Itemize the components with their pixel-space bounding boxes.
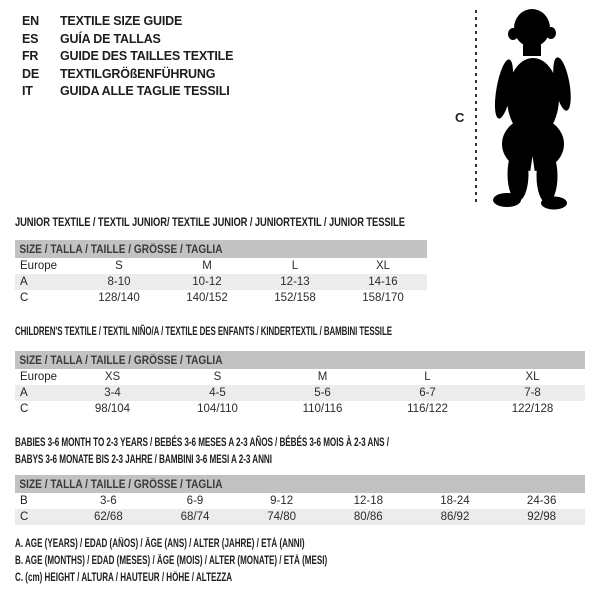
row-label: Europe: [20, 260, 58, 272]
size-cell: S: [213, 371, 222, 383]
note-line: B. AGE (MONTHS) / EDAD (MESES) / ÂGE (MOIS) / ALTER (MONATE) / ETÀ (MESI): [15, 555, 328, 567]
language-code: DE: [22, 66, 39, 81]
size-cell: 80/86: [353, 511, 383, 523]
table-title: [15, 434, 590, 468]
size-cell: 4-5: [209, 387, 226, 399]
row-label: A: [20, 276, 28, 288]
language-title: TEXTILE SIZE GUIDE: [60, 14, 183, 28]
table-row: [15, 509, 585, 525]
table-row: [15, 369, 585, 385]
size-cell: 98/104: [94, 403, 131, 415]
size-cell: 122/128: [511, 403, 554, 415]
size-cell: M: [317, 371, 328, 383]
size-cell: 74/80: [267, 511, 297, 523]
size-cell: 3-6: [100, 495, 117, 507]
language-list: [22, 13, 233, 101]
size-cell: 10-12: [192, 276, 222, 288]
size-cell: 110/116: [302, 403, 343, 415]
language-title: GUÍA DE TALLAS: [60, 31, 161, 46]
language-title: GUIDA ALLE TAGLIE TESSILI: [60, 84, 230, 98]
table-title-line: BABIES 3-6 MONTH TO 2-3 YEARS / BEBÉS 3-6 MESES A 2-3 AÑOS / BÉBÉS 3-6 MOIS À 2-3 ANS /: [15, 435, 389, 449]
language-code: ES: [22, 31, 39, 46]
row-label: A: [20, 387, 28, 399]
size-cell: L: [424, 371, 431, 383]
table-row: [15, 290, 427, 306]
size-cell: XL: [525, 371, 540, 383]
row-label: B: [20, 495, 28, 507]
size-cell: 14-16: [368, 276, 398, 288]
language-code: IT: [22, 84, 33, 98]
size-table-junior: [15, 240, 427, 306]
row-label: C: [20, 403, 29, 415]
size-cell: 12-13: [280, 276, 310, 288]
height-figure: [447, 2, 597, 214]
note-line: A. AGE (YEARS) / EDAD (AÑOS) / ÂGE (ANS) / ALTER (JAHRE) / ETÀ (ANNI): [15, 538, 305, 550]
size-cell: 140/152: [186, 292, 228, 304]
size-table-section-children: [15, 324, 590, 417]
size-cell: XS: [104, 371, 121, 383]
table-title-line: JUNIOR TEXTILE / TEXTIL JUNIOR/ TEXTILE JUNIOR / JUNIORTEXTIL / JUNIOR TESSILE: [15, 215, 405, 229]
language-code: FR: [22, 49, 39, 63]
height-c-label: C: [455, 110, 465, 125]
language-row: [22, 13, 233, 31]
table-title-line: CHILDREN'S TEXTILE / TEXTIL NIÑO/A / TEXTILE DES ENFANTS / KINDERTEXTIL / BAMBINI TESSILE: [15, 324, 392, 338]
size-cell: M: [202, 260, 212, 272]
table-title: [15, 324, 590, 339]
language-title: GUIDE DES TAILLES TEXTILE: [60, 49, 234, 63]
size-cell: 116/122: [407, 403, 448, 415]
size-cell: 7-8: [524, 387, 541, 399]
height-figure-svg: [447, 2, 597, 214]
table-header-label: SIZE / TALLA / TAILLE / GRÖSSE / TAGLIA: [19, 355, 223, 367]
size-cell: 3-4: [104, 387, 121, 399]
tables: [15, 215, 590, 525]
language-row: [22, 66, 233, 84]
note-line: C. (cm) HEIGHT / ALTURA / HAUTEUR / HÖHE / ALTEZZA: [15, 572, 233, 584]
table-title: [15, 215, 590, 230]
size-cell: 86/92: [440, 511, 470, 523]
size-cell: 24-36: [526, 495, 557, 507]
size-cell: 6-7: [419, 387, 436, 399]
baby-silhouette: [491, 9, 574, 210]
size-table-babies: [15, 475, 585, 525]
size-table-section-babies: [15, 434, 590, 525]
size-cell: 18-24: [440, 495, 470, 507]
table-row: [15, 274, 427, 290]
row-label: C: [20, 511, 29, 523]
size-cell: 128/140: [98, 292, 140, 304]
table-title-line: BABYS 3-6 MONATE BIS 2-3 JAHRE / BAMBINI 3-6 MESI A 2-3 ANNI: [15, 452, 272, 466]
size-cell: 5-6: [314, 387, 331, 399]
language-code: EN: [22, 14, 39, 28]
size-cell: 8-10: [107, 276, 131, 288]
table-row: [15, 385, 585, 401]
table-header-bar: [15, 240, 427, 258]
size-cell: 6-9: [186, 495, 204, 507]
size-table-children: [15, 351, 585, 417]
table-row: [15, 258, 427, 274]
language-row: [22, 31, 233, 49]
language-row: [22, 48, 233, 66]
size-cell: 104/110: [197, 403, 238, 415]
notes-list: [15, 536, 461, 587]
table-header-bar: [15, 351, 585, 369]
size-cell: 152/158: [274, 292, 316, 304]
size-cell: L: [291, 260, 299, 272]
size-cell: 9-12: [270, 495, 294, 507]
table-row: [15, 401, 585, 417]
size-cell: 12-18: [353, 495, 383, 507]
size-cell: 92/98: [527, 511, 557, 523]
table-row: [15, 493, 585, 509]
language-title: TEXTILGRÖßENFÜHRUNG: [60, 66, 216, 81]
table-header-bar: [15, 475, 585, 493]
size-cell: 68/74: [180, 511, 210, 523]
table-header-label: SIZE / TALLA / TAILLE / GRÖSSE / TAGLIA: [19, 244, 223, 256]
size-table-section-junior: [15, 215, 590, 306]
size-cell: S: [115, 260, 123, 272]
row-label: C: [20, 292, 29, 304]
row-label: Europe: [20, 371, 58, 383]
language-row: [22, 83, 233, 101]
size-cell: XL: [375, 260, 391, 272]
table-header-label: SIZE / TALLA / TAILLE / GRÖSSE / TAGLIA: [19, 479, 223, 491]
size-cell: 62/68: [93, 511, 123, 523]
size-cell: 158/170: [362, 292, 404, 304]
